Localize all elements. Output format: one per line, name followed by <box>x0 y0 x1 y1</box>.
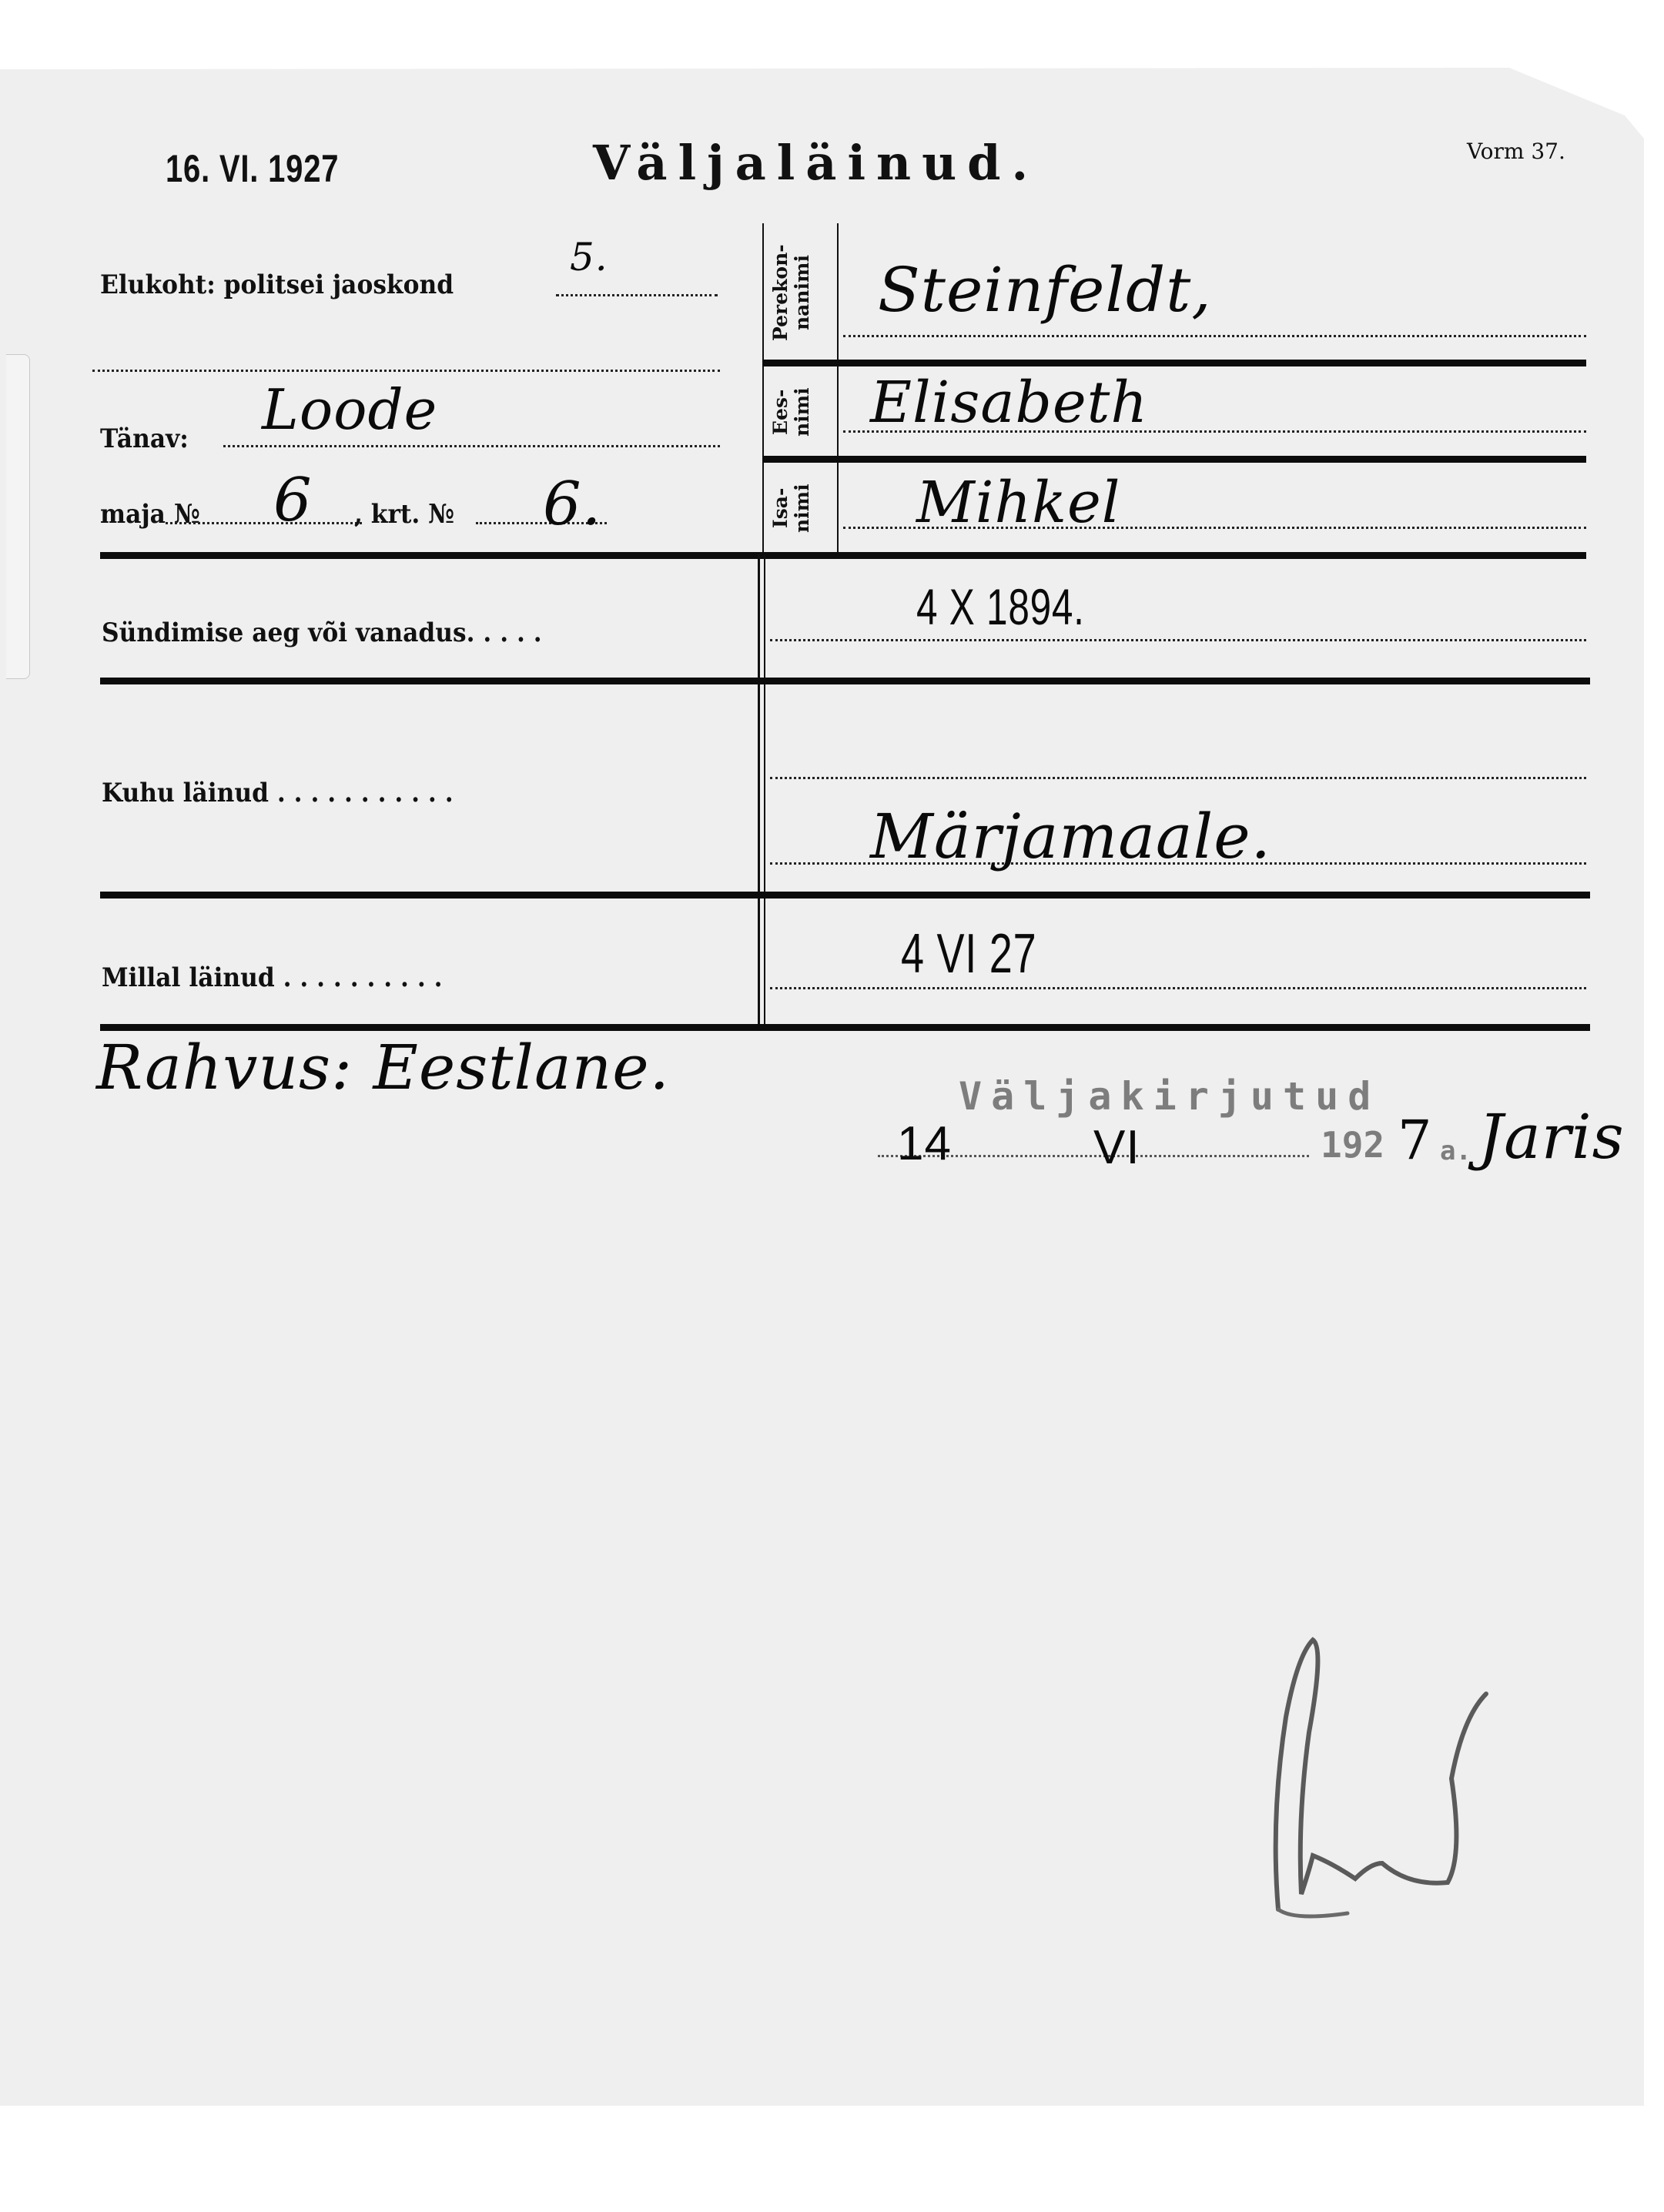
street-label: Tänav: <box>100 423 189 454</box>
birth-label: Sündimise aeg või vanadus. . . . . <box>102 617 542 648</box>
form-number: Vorm 37. <box>1467 139 1565 164</box>
name-divider-1 <box>762 360 1586 366</box>
fathername-label: Isa- nimi <box>769 484 813 533</box>
stamp-year-suffix: 7 <box>1398 1109 1433 1172</box>
stamp-year-prefix: 192 <box>1321 1124 1385 1166</box>
street-value: Loode <box>262 377 438 442</box>
nationality-note: Rahvus: Eestlane. <box>96 1032 670 1103</box>
destination-label: Kuhu läinud . . . . . . . . . . . <box>102 778 454 808</box>
birth-value: 4 X 1894. <box>916 578 1085 635</box>
residence-line-2 <box>92 370 720 372</box>
stamp-year-abbr: a. <box>1440 1136 1471 1166</box>
birth-line <box>770 639 1586 641</box>
apt-label: , krt. № <box>354 499 455 530</box>
table-rule-3 <box>100 892 1590 899</box>
fathername-value: Mihkel <box>916 470 1121 536</box>
signature: Jaris <box>1478 1101 1625 1173</box>
table-rule-top <box>100 552 1586 559</box>
destination-line-1 <box>770 777 1586 779</box>
name-column-border-right <box>837 223 839 554</box>
table-column-divider-outer <box>758 554 760 1024</box>
table-rule-bottom <box>100 1024 1590 1031</box>
name-divider-2 <box>762 456 1586 463</box>
stamp-heading: Väljakirjutud <box>959 1074 1381 1119</box>
form-title: Väljaläinud. <box>593 135 1040 191</box>
table-rule-2 <box>100 678 1590 684</box>
house-value: 6 <box>273 466 313 535</box>
torn-edge <box>6 354 30 679</box>
departure-label: Millal läinud . . . . . . . . . . <box>102 962 443 993</box>
house-line <box>166 522 362 524</box>
surname-value: Steinfeldt, <box>878 254 1212 326</box>
stamp-date-day: 14 <box>897 1117 952 1170</box>
residence-label: Elukoht: politsei jaoskond <box>100 269 454 300</box>
stamp-date: 16. VI. 1927 <box>166 147 340 190</box>
street-line <box>223 445 720 447</box>
departure-line <box>770 987 1586 989</box>
pencil-mark-icon <box>1255 1625 1517 1925</box>
destination-value: Märjamaale. <box>870 801 1271 872</box>
house-label: maja № <box>100 499 200 530</box>
stamp-date-month: VI <box>1093 1121 1140 1174</box>
apt-value: 6. <box>543 470 602 539</box>
residence-line <box>556 294 718 296</box>
residence-value: 5. <box>570 235 608 279</box>
surname-line <box>843 335 1586 337</box>
surname-label: Perekon- nanimi <box>769 244 813 341</box>
departure-value: 4 VI 27 <box>901 923 1037 985</box>
name-column-border-left <box>762 223 764 554</box>
firstname-value: Elisabeth <box>870 370 1149 436</box>
table-column-divider-inner <box>764 554 765 1024</box>
firstname-label: Ees- nimi <box>769 387 813 437</box>
